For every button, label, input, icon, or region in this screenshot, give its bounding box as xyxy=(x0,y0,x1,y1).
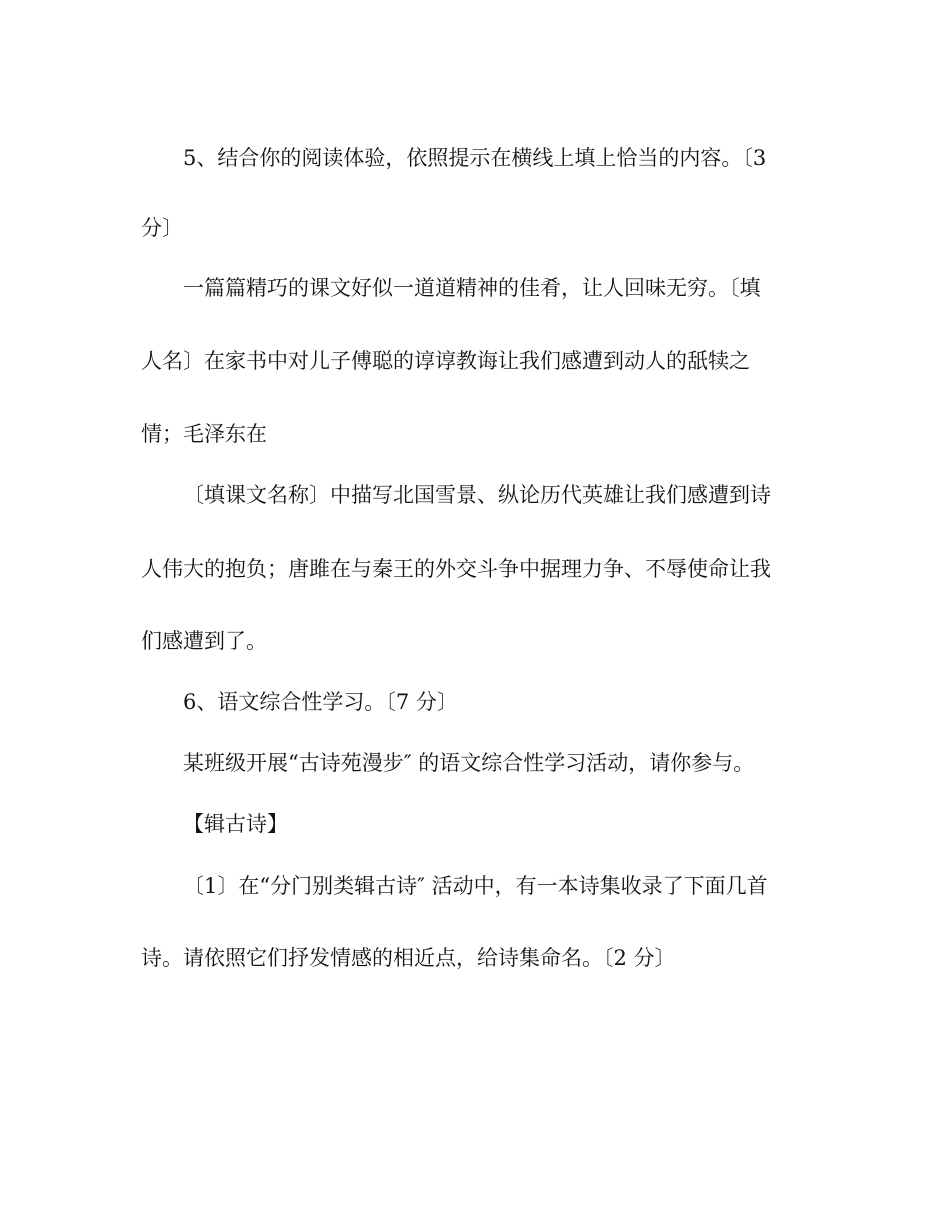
passage-line-2: 人名〕在家书中对儿子傅聪的谆谆教诲让我们感遭到动人的舐犊之 xyxy=(141,349,750,373)
passage-line-1: 一篇篇精巧的课文好似一道道精神的佳肴，让人回味无穷。〔填 xyxy=(183,276,761,300)
activity-intro: 某班级开展“古诗苑漫步″ 的语文综合性学习活动，请你参与。 xyxy=(183,751,755,775)
question-6-title: 6、语文综合性学习。〔7 分〕 xyxy=(183,690,458,714)
question-5-line-2: 分〕 xyxy=(141,216,183,240)
sub-question-1-line-2: 诗。请依照它们抒发情感的相近点，给诗集命名。〔2 分〕 xyxy=(141,946,676,970)
question-5-line-1: 5、结合你的阅读体验，依照提示在横线上填上恰当的内容。〔3 xyxy=(183,146,767,170)
passage-line-4: 〔填课文名称〕中描写北国雪景、纵论历代英雄让我们感遭到诗 xyxy=(183,483,771,507)
passage-line-6: 们感遭到了。 xyxy=(141,629,267,653)
section-heading: 【辑古诗】 xyxy=(183,812,288,836)
passage-line-5: 人伟大的抱负；唐雎在与秦王的外交斗争中据理力争、不辱使命让我 xyxy=(141,557,771,581)
sub-question-1-line-1: 〔1〕在“分门别类辑古诗″ 活动中，有一本诗集收录了下面几首 xyxy=(183,874,768,898)
passage-line-3: 情；毛泽东在 xyxy=(141,422,267,446)
